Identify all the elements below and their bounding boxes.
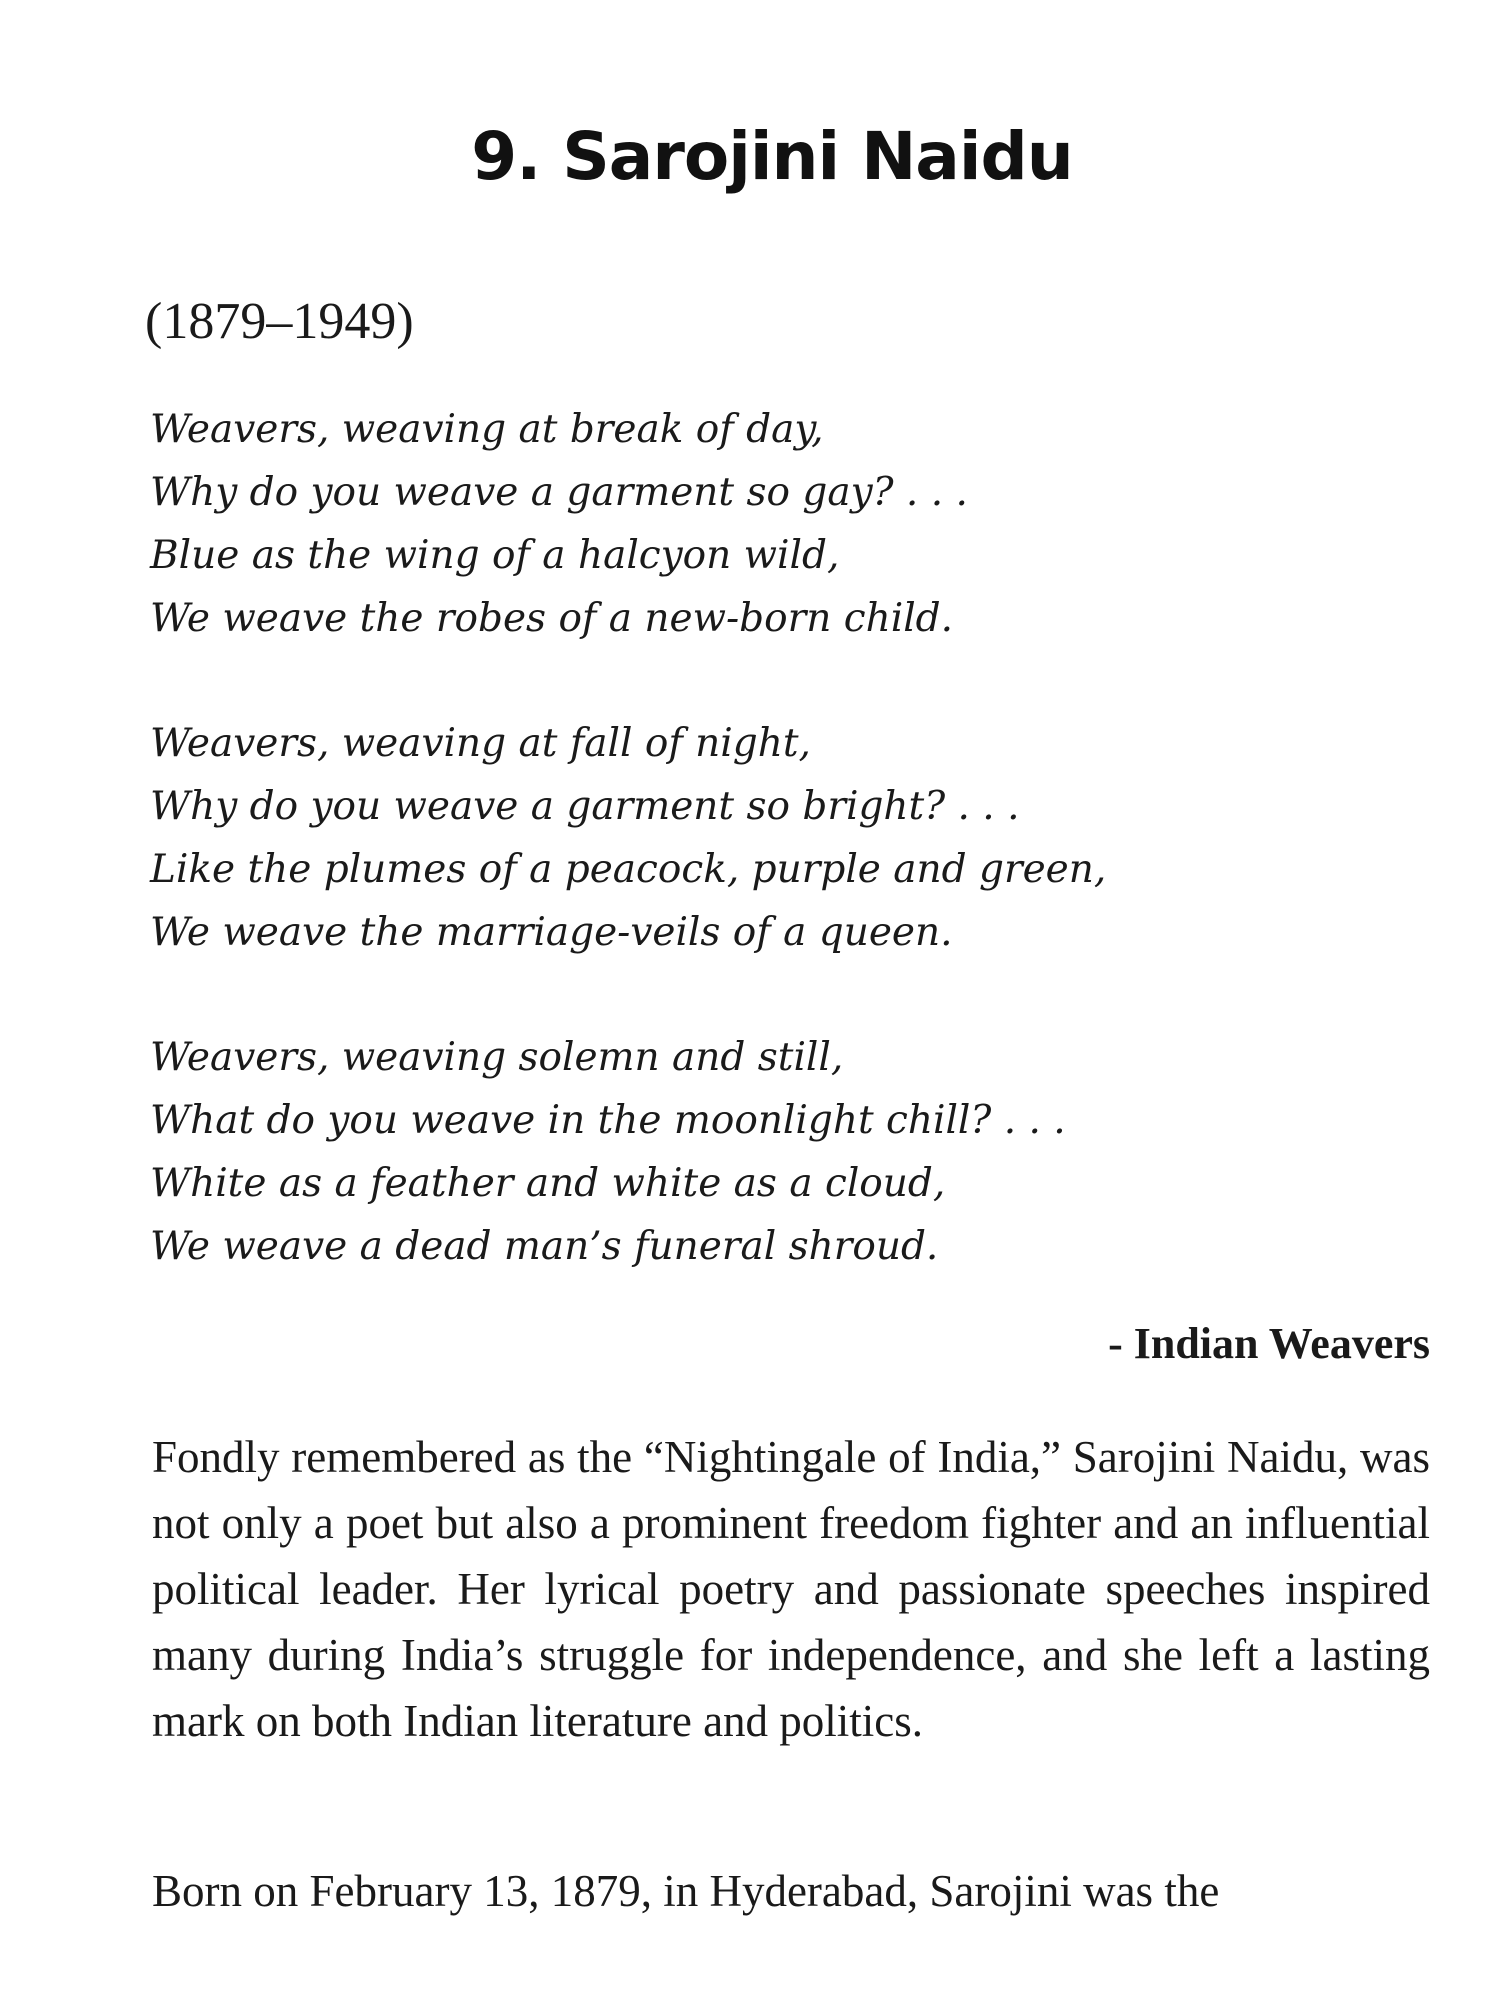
poem-line: Weavers, weaving at break of day,: [150, 407, 824, 452]
poem-line: White as a feather and white as a cloud,: [150, 1161, 946, 1206]
life-dates: (1879–1949): [145, 293, 414, 350]
chapter-title: 9. Sarojini Naidu: [471, 118, 1073, 195]
poem-line: Blue as the wing of a halcyon wild,: [150, 533, 840, 578]
poem-line: Like the plumes of a peacock, purple and green,: [150, 847, 1107, 892]
poem-line: We weave the marriage-veils of a queen.: [150, 910, 953, 955]
body-paragraph-2: Born on February 13, 1879, in Hyderabad, Sarojini was the: [152, 1866, 1220, 1916]
poem-line: Weavers, weaving solemn and still,: [150, 1035, 844, 1080]
poem: [150, 398, 1350, 1340]
poem-line: Weavers, weaving at fall of night,: [150, 721, 811, 766]
poem-attribution: - Indian Weavers: [1108, 1319, 1430, 1368]
poem-line: What do you weave in the moonlight chill? . . .: [150, 1098, 1066, 1143]
poem-line: We weave a dead man’s funeral shroud.: [150, 1224, 939, 1269]
body-paragraph-1: Fondly remembered as the “Nightingale of India,” Sarojini Naidu, was not only a poet but also a prominent freedom fighter and an influential political leader. Her lyrical poetry and passionate speeches inspired many during India’s struggle for independence, and she left a lasting mark on both Indian literature and politics.: [152, 1432, 1430, 1746]
poem-line: Why do you weave a garment so gay? . . .: [150, 470, 968, 515]
poem-line: We weave the robes of a new-born child.: [150, 596, 954, 641]
poem-stanza-2: [150, 712, 1350, 964]
poem-line: Why do you weave a garment so bright? . . .: [150, 784, 1020, 829]
poem-stanza-3: [150, 1026, 1350, 1278]
poem-stanza-1: [150, 398, 1350, 650]
